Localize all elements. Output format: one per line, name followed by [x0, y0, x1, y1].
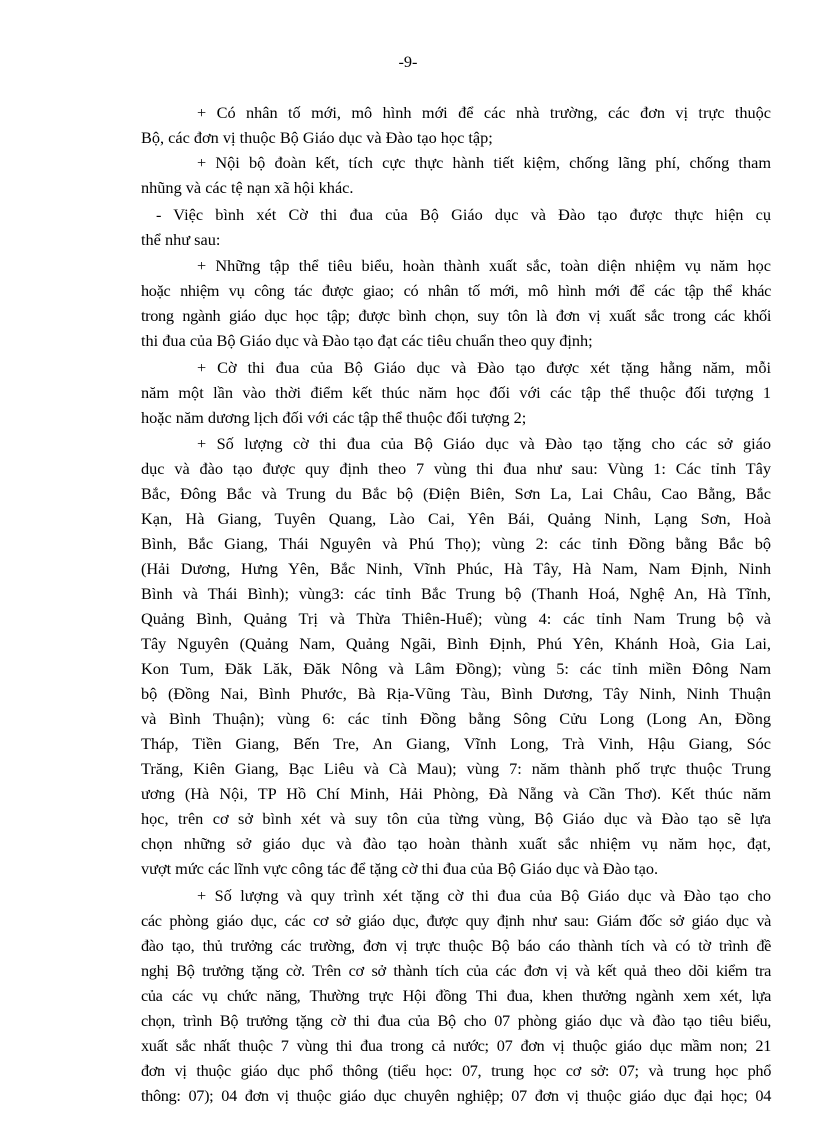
text-line: và Bình Thuận); vùng 6: các tỉnh Đồng bằng Sông Cửu Long (Long An, Đồng — [141, 709, 771, 728]
text-line: Bình, Bắc Giang, Thái Nguyên và Phú Thọ); vùng 2: các tỉnh Đồng bằng Bắc bộ — [141, 534, 771, 553]
text-line: Bắc, Đông Bắc và Trung du Bắc bộ (Điện Biên, Sơn La, Lai Châu, Cao Bằng, Bắc — [141, 484, 771, 503]
text-line: chọn, trình Bộ trưởng tặng cờ thi đua của Bộ cho 07 phòng giáo dục và đào tạo tiêu biểu, — [141, 1011, 771, 1030]
text-line: vượt mức các lĩnh vực công tác để tặng cờ thi đua của Bộ Giáo dục và Đào tạo. — [141, 859, 659, 878]
text-line: trong ngành giáo dục học tập; được bình chọn, suy tôn là đơn vị xuất sắc trong các khối — [141, 306, 771, 325]
text-line: của các vụ chức năng, Thường trực Hội đồng Thi đua, khen thưởng ngành xem xét, lựa — [141, 986, 771, 1005]
text-line: Bộ, các đơn vị thuộc Bộ Giáo dục và Đào tạo học tập; — [141, 128, 493, 147]
text-line: hoặc nhiệm vụ công tác được giao; có nhân tố mới, mô hình mới để các tập thể khác — [141, 281, 771, 300]
text-line: Tây Nguyên (Quảng Nam, Quảng Ngãi, Bình Định, Phú Yên, Khánh Hoà, Gia Lai, — [141, 634, 771, 653]
text-line: chọn những sở giáo dục và đào tạo hoàn thành xuất sắc nhiệm vụ năm học, đạt, — [141, 834, 771, 853]
text-line: đào tạo, thủ trưởng các trường, đơn vị trực thuộc Bộ báo cáo thành tích và có tờ trình đề — [141, 936, 771, 955]
text-line: + Có nhân tố mới, mô hình mới để các nhà trường, các đơn vị trực thuộc — [197, 103, 771, 122]
page-number: -9- — [398, 52, 418, 71]
text-line: + Số lượng và quy trình xét tặng cờ thi đua của Bộ Giáo dục và Đào tạo cho — [197, 886, 771, 905]
text-line: Tháp, Tiền Giang, Bến Tre, An Giang, Vĩnh Long, Trà Vinh, Hậu Giang, Sóc — [141, 734, 771, 753]
text-line: + Cờ thi đua của Bộ Giáo dục và Đào tạo được xét tặng hằng năm, mỗi — [197, 358, 771, 377]
text-line: + Những tập thể tiêu biểu, hoàn thành xuất sắc, toàn diện nhiệm vụ năm học — [197, 256, 771, 275]
text-line: xuất sắc nhất thuộc 7 vùng thi đua trong cả nước; 07 đơn vị thuộc giáo dục mầm non; 21 — [141, 1036, 771, 1055]
text-line: nhũng và các tệ nạn xã hội khác. — [141, 178, 354, 197]
text-line: ương (Hà Nội, TP Hồ Chí Minh, Hải Phòng, Đà Nẵng và Cần Thơ). Kết thúc năm — [141, 784, 771, 803]
text-line: thi đua của Bộ Giáo dục và Đào tạo đạt các tiêu chuẩn theo quy định; — [141, 331, 593, 350]
text-line: Kon Tum, Đăk Lăk, Đăk Nông và Lâm Đồng); vùng 5: các tỉnh miền Đông Nam — [141, 659, 771, 678]
text-line: dục và đào tạo được quy định theo 7 vùng thi đua như sau: Vùng 1: Các tỉnh Tây — [141, 459, 771, 478]
text-line: Trăng, Kiên Giang, Bạc Liêu và Cà Mau); vùng 7: năm thành phố trực thuộc Trung — [141, 759, 771, 778]
text-line: học, trên cơ sở bình xét và suy tôn của từng vùng, Bộ Giáo dục và Đào tạo sẽ lựa — [141, 809, 771, 828]
text-line: bộ (Đồng Nai, Bình Phước, Bà Rịa-Vũng Tàu, Bình Dương, Tây Ninh, Ninh Thuận — [141, 684, 771, 703]
text-line: (Hải Dương, Hưng Yên, Bắc Ninh, Vĩnh Phúc, Hà Tây, Hà Nam, Nam Định, Ninh — [141, 559, 771, 578]
text-line: đơn vị thuộc giáo dục phổ thông (tiểu học: 07, trung học cơ sở: 07; và trung học phổ — [141, 1061, 771, 1080]
text-line: các phòng giáo dục, các cơ sở giáo dục, được quy định như sau: Giám đốc sở giáo dục và — [141, 911, 771, 930]
text-line: Quảng Bình, Quảng Trị và Thừa Thiên-Huế); vùng 4: các tỉnh Nam Trung bộ và — [141, 609, 771, 628]
text-line: nghị Bộ trưởng tặng cờ. Trên cơ sở thành tích của các đơn vị và kết quả theo dõi kiểm tra — [141, 961, 771, 980]
text-line: thông: 07); 04 đơn vị thuộc giáo dục chuyên nghiệp; 07 đơn vị thuộc giáo dục đại học; 04 — [141, 1086, 771, 1105]
text-line: + Nội bộ đoàn kết, tích cực thực hành tiết kiệm, chống lãng phí, chống tham — [197, 153, 771, 172]
text-line: năm một lần vào thời điểm kết thúc năm học đối với các tập thể thuộc đối tượng 1 — [141, 383, 771, 402]
text-line: Bình và Thái Bình); vùng3: các tỉnh Bắc Trung bộ (Thanh Hoá, Nghệ An, Hà Tĩnh, — [141, 584, 771, 603]
text-line: hoặc năm dương lịch đối với các tập thể thuộc đối tượng 2; — [141, 408, 527, 427]
text-line: thể như sau: — [141, 230, 221, 249]
text-line: + Số lượng cờ thi đua của Bộ Giáo dục và Đào tạo tặng cho các sở giáo — [197, 434, 771, 453]
text-line: - Việc bình xét Cờ thi đua của Bộ Giáo dục và Đào tạo được thực hiện cụ — [156, 205, 771, 224]
text-line: Kạn, Hà Giang, Tuyên Quang, Lào Cai, Yên Bái, Quảng Ninh, Lạng Sơn, Hoà — [141, 509, 771, 528]
